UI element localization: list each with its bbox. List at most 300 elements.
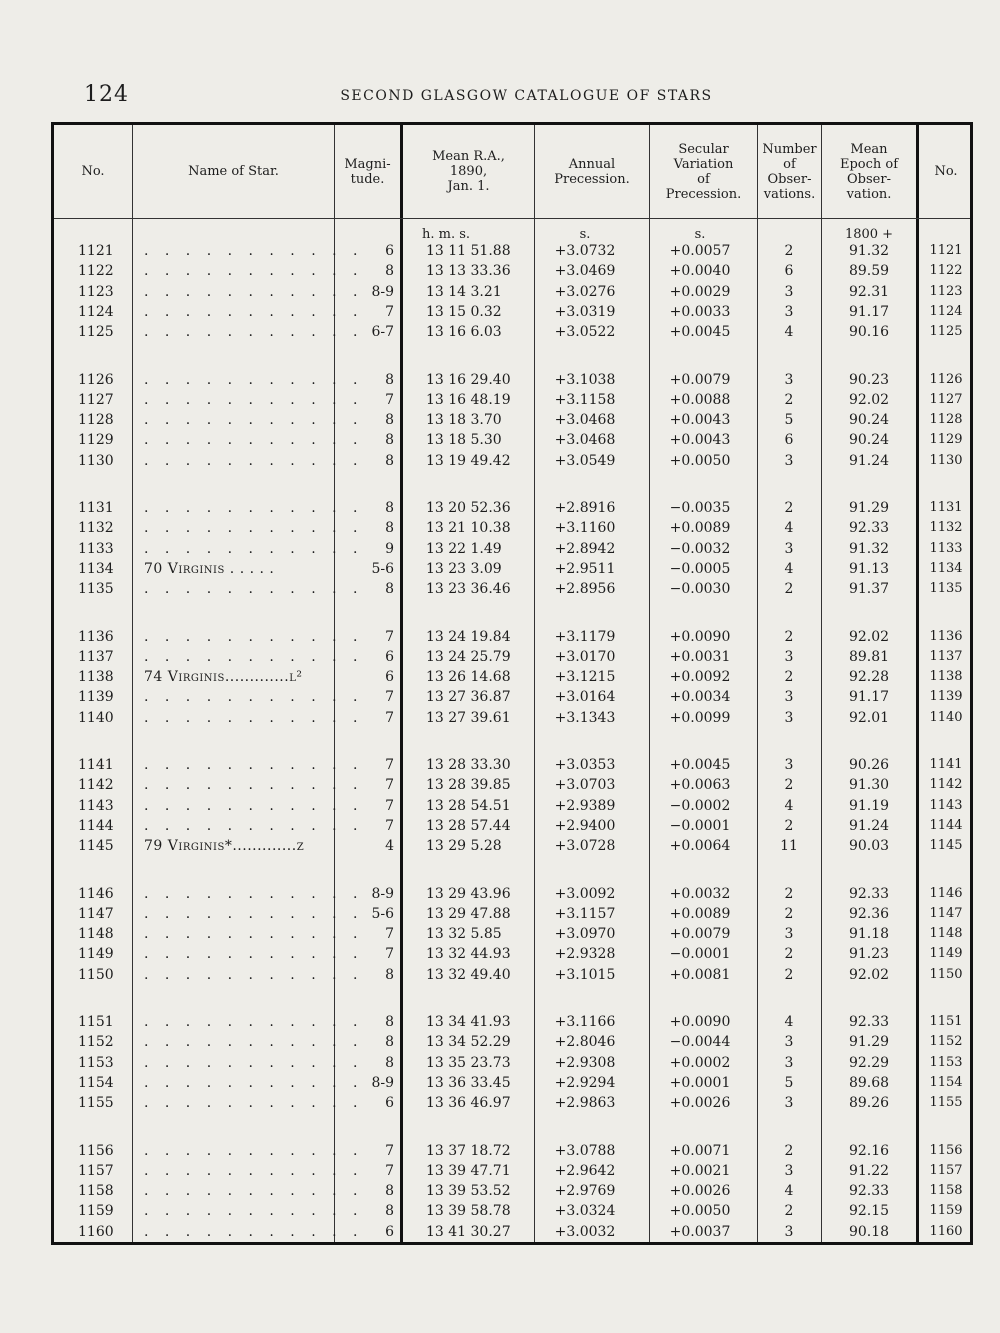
- cell-mag: 7: [385, 777, 394, 794]
- table-row: [54, 1075, 970, 1095]
- cell-epoch: 91.32: [848, 540, 890, 557]
- cell-sec: +0.0040: [669, 263, 731, 280]
- cell-ra: 13 39 53.52: [426, 1183, 511, 1200]
- cell-nobs: 5: [784, 1074, 794, 1091]
- cell-prec: +2.9400: [554, 817, 616, 834]
- cell-no2: 1153: [929, 1054, 963, 1070]
- cell-no2: 1125: [929, 324, 963, 340]
- cell-sec: +0.0033: [669, 303, 731, 320]
- cell-prec: +2.8942: [554, 540, 616, 557]
- cell-no: 1160: [78, 1223, 114, 1240]
- cell-prec: +3.0092: [554, 885, 616, 902]
- cell-no2: 1152: [929, 1034, 963, 1050]
- cell-name: . . . . . . . . . . .: [144, 817, 364, 834]
- cell-nobs: 2: [784, 1203, 794, 1220]
- cell-no2: 1157: [929, 1162, 963, 1178]
- cell-mag: 8: [385, 520, 394, 537]
- cell-mag: 7: [385, 689, 394, 706]
- table-row: [54, 392, 970, 412]
- cell-sec: +0.0089: [669, 905, 731, 922]
- table-row: [54, 818, 970, 838]
- cell-no: 1157: [78, 1162, 114, 1179]
- cell-no2: 1133: [929, 540, 963, 556]
- cell-name: . . . . . . . . . . .: [144, 520, 364, 537]
- units-ra: h. m. s.: [422, 227, 471, 242]
- cell-ra: 13 28 57.44: [426, 817, 511, 834]
- table-row: [54, 1143, 970, 1163]
- cell-name: . . . . . . . . . . .: [144, 966, 364, 983]
- cell-no: 1128: [78, 412, 114, 429]
- cell-ra: 13 26 14.68: [426, 669, 511, 686]
- cell-mag: 7: [385, 391, 394, 408]
- cell-epoch: 90.18: [848, 1223, 890, 1240]
- cell-ra: 13 41 30.27: [426, 1223, 511, 1240]
- cell-sec: −0.0005: [669, 560, 731, 577]
- cell-nobs: 2: [784, 966, 794, 983]
- cell-epoch: 92.02: [848, 966, 890, 983]
- cell-nobs: 4: [784, 1014, 794, 1030]
- cell-sec: +0.0002: [669, 1054, 731, 1071]
- cell-nobs: 3: [784, 648, 794, 665]
- cell-nobs: 2: [784, 391, 794, 408]
- cell-nobs: 3: [784, 926, 794, 943]
- cell-no: 1152: [78, 1034, 114, 1051]
- cell-prec: +2.9328: [554, 946, 616, 963]
- cell-no: 1144: [78, 817, 114, 834]
- cell-name: . . . . . . . . . . .: [144, 432, 364, 449]
- cell-name: . . . . . . . . . . .: [144, 1014, 364, 1030]
- cell-nobs: 4: [784, 324, 794, 341]
- cell-name: . . . . . . . . . . .: [144, 500, 364, 516]
- cell-name: . . . . . . . . . . .: [144, 905, 364, 922]
- cell-ra: 13 29 5.28: [426, 838, 502, 855]
- cell-name: . . . . . . . . . . .: [144, 648, 364, 665]
- cell-mag: 8: [385, 1054, 394, 1071]
- col-header-magnitude: Magni- tude.: [344, 156, 391, 187]
- cell-sec: +0.0032: [669, 885, 731, 902]
- cell-ra: 13 11 51.88: [426, 243, 511, 259]
- cell-name: . . . . . . . . . . .: [144, 371, 364, 388]
- cell-no: 1122: [78, 263, 114, 280]
- cell-prec: +2.9308: [554, 1054, 616, 1071]
- cell-nobs: 11: [780, 838, 798, 855]
- cell-epoch: 92.15: [848, 1203, 890, 1220]
- table-row: [54, 886, 970, 906]
- cell-ra: 13 27 39.61: [426, 709, 511, 726]
- cell-sec: +0.0045: [669, 757, 731, 773]
- cell-epoch: 91.29: [848, 1034, 890, 1051]
- cell-sec: +0.0037: [669, 1223, 731, 1240]
- cell-ra: 13 18 3.70: [426, 412, 502, 429]
- cell-no: 1135: [78, 581, 114, 598]
- cell-no2: 1126: [929, 371, 963, 387]
- cell-mag: 7: [385, 1142, 394, 1159]
- cell-no: 1150: [78, 966, 114, 983]
- cell-nobs: 6: [784, 263, 794, 280]
- cell-epoch: 92.33: [848, 520, 890, 537]
- cell-name: . . . . . . . . . . .: [144, 581, 364, 598]
- cell-no2: 1144: [929, 817, 963, 833]
- cell-prec: +3.0970: [554, 926, 616, 943]
- cell-ra: 13 16 29.40: [426, 371, 511, 388]
- cell-sec: +0.0050: [669, 452, 731, 469]
- cell-name: 70 Virginis . . . . .: [144, 560, 275, 577]
- cell-epoch: 90.24: [848, 432, 890, 449]
- cell-mag: 8: [385, 1203, 394, 1220]
- cell-name: . . . . . . . . . . .: [144, 885, 364, 902]
- cell-no: 1131: [78, 500, 114, 516]
- table-row: [54, 798, 970, 818]
- cell-nobs: 3: [784, 371, 794, 388]
- page-number: 124: [84, 82, 129, 107]
- cell-no2: 1150: [929, 966, 963, 982]
- table-row: [54, 412, 970, 432]
- cell-sec: −0.0001: [669, 946, 731, 963]
- cell-epoch: 92.33: [848, 1183, 890, 1200]
- cell-ra: 13 18 5.30: [426, 432, 502, 449]
- cell-no2: 1141: [929, 757, 963, 772]
- cell-mag: 7: [385, 817, 394, 834]
- table-row: [54, 629, 970, 649]
- cell-no2: 1127: [929, 391, 963, 407]
- cell-sec: +0.0031: [669, 648, 731, 665]
- table-row: [54, 946, 970, 966]
- table-row: [54, 967, 970, 987]
- cell-nobs: 2: [784, 669, 794, 686]
- cell-mag: 7: [385, 303, 394, 320]
- cell-no: 1130: [78, 452, 114, 469]
- cell-mag: 6: [385, 669, 394, 686]
- cell-name: . . . . . . . . . . .: [144, 412, 364, 429]
- cell-mag: 7: [385, 946, 394, 963]
- cell-mag: 8: [385, 452, 394, 469]
- cell-no2: 1140: [929, 709, 963, 725]
- cell-epoch: 90.16: [848, 324, 890, 341]
- cell-sec: +0.0001: [669, 1074, 731, 1091]
- cell-no2: 1130: [929, 452, 963, 468]
- cell-sec: +0.0029: [669, 283, 731, 300]
- cell-mag: 7: [385, 628, 394, 645]
- cell-nobs: 3: [784, 757, 794, 773]
- cell-prec: +2.9294: [554, 1074, 616, 1091]
- cell-mag: 8: [385, 581, 394, 598]
- cell-prec: +2.9389: [554, 797, 616, 814]
- cell-nobs: 3: [784, 303, 794, 320]
- cell-no2: 1129: [929, 432, 963, 448]
- cell-prec: +3.0164: [554, 689, 616, 706]
- table-row: [54, 906, 970, 926]
- cell-no: 1138: [78, 669, 114, 686]
- cell-no2: 1142: [929, 777, 963, 793]
- cell-name: . . . . . . . . . . .: [144, 263, 364, 280]
- cell-name: . . . . . . . . . . .: [144, 1223, 364, 1240]
- cell-ra: 13 21 10.38: [426, 520, 511, 537]
- cell-prec: +3.0319: [554, 303, 616, 320]
- cell-ra: 13 22 1.49: [426, 540, 502, 557]
- cell-epoch: 91.22: [848, 1162, 890, 1179]
- cell-sec: +0.0092: [669, 669, 731, 686]
- cell-no2: 1156: [929, 1142, 963, 1158]
- cell-sec: −0.0044: [669, 1034, 731, 1051]
- cell-ra: 13 32 49.40: [426, 966, 511, 983]
- cell-epoch: 89.81: [848, 648, 890, 665]
- cell-mag: 9: [385, 540, 394, 557]
- cell-nobs: 3: [784, 709, 794, 726]
- cell-no: 1141: [78, 757, 114, 773]
- col-header-no: No.: [81, 164, 105, 179]
- col-header-annual-precession: Annual Precession.: [554, 156, 630, 187]
- table-row: [54, 541, 970, 561]
- cell-mag: 7: [385, 757, 394, 773]
- cell-prec: +3.0170: [554, 648, 616, 665]
- cell-no2: 1155: [929, 1095, 963, 1111]
- cell-no2: 1145: [929, 838, 963, 854]
- units-precession: s.: [579, 227, 591, 242]
- cell-epoch: 91.30: [848, 777, 890, 794]
- cell-prec: +3.0728: [554, 838, 616, 855]
- cell-ra: 13 34 41.93: [426, 1014, 511, 1030]
- cell-no: 1136: [78, 628, 114, 645]
- cell-prec: +3.0324: [554, 1203, 616, 1220]
- cell-ra: 13 36 46.97: [426, 1095, 511, 1112]
- cell-name: . . . . . . . . . . .: [144, 709, 364, 726]
- cell-prec: +3.1160: [554, 520, 616, 537]
- cell-no2: 1146: [929, 885, 963, 901]
- cell-prec: +3.1158: [554, 391, 616, 408]
- cell-nobs: 2: [784, 817, 794, 834]
- table-row: [54, 777, 970, 797]
- cell-name: . . . . . . . . . . .: [144, 797, 364, 814]
- cell-name: . . . . . . . . . . .: [144, 1034, 364, 1051]
- cell-mag: 7: [385, 926, 394, 943]
- cell-nobs: 3: [784, 1223, 794, 1240]
- cell-epoch: 91.37: [848, 581, 890, 598]
- cell-nobs: 2: [784, 777, 794, 794]
- cell-name: . . . . . . . . . . .: [144, 1054, 364, 1071]
- cell-epoch: 92.36: [848, 905, 890, 922]
- cell-no2: 1134: [929, 560, 963, 576]
- table-row: [54, 432, 970, 452]
- cell-sec: +0.0089: [669, 520, 731, 537]
- cell-no: 1134: [78, 560, 114, 577]
- cell-epoch: 91.18: [848, 926, 890, 943]
- cell-no2: 1149: [929, 946, 963, 962]
- cell-sec: +0.0043: [669, 412, 731, 429]
- cell-no: 1121: [78, 243, 114, 259]
- cell-no2: 1148: [929, 926, 963, 942]
- cell-no: 1148: [78, 926, 114, 943]
- cell-nobs: 4: [784, 1183, 794, 1200]
- header-rule: [54, 218, 970, 219]
- cell-name: 79 Virginis*.............ζ: [144, 838, 305, 855]
- cell-no: 1124: [78, 303, 114, 320]
- cell-sec: +0.0090: [669, 1014, 731, 1030]
- cell-no2: 1135: [929, 581, 963, 597]
- cell-ra: 13 37 18.72: [426, 1142, 511, 1159]
- table-row: [54, 838, 970, 858]
- cell-epoch: 91.24: [848, 452, 890, 469]
- cell-sec: −0.0001: [669, 817, 731, 834]
- cell-nobs: 6: [784, 432, 794, 449]
- cell-epoch: 92.02: [848, 628, 890, 645]
- col-header-mean-epoch: Mean Epoch of Obser- vation.: [839, 141, 899, 202]
- cell-epoch: 91.24: [848, 817, 890, 834]
- cell-mag: 6: [385, 243, 394, 259]
- cell-ra: 13 15 0.32: [426, 303, 502, 320]
- cell-prec: +3.1166: [554, 1014, 616, 1030]
- cell-nobs: 2: [784, 581, 794, 598]
- cell-epoch: 92.01: [848, 709, 890, 726]
- cell-sec: −0.0035: [669, 500, 731, 516]
- cell-ra: 13 16 48.19: [426, 391, 511, 408]
- cell-name: . . . . . . . . . . .: [144, 1183, 364, 1200]
- cell-mag: 8: [385, 412, 394, 429]
- cell-no2: 1121: [929, 243, 963, 258]
- cell-mag: 7: [385, 797, 394, 814]
- cell-no2: 1137: [929, 648, 963, 664]
- units-secular: s.: [694, 227, 706, 242]
- table-row: [54, 243, 970, 263]
- cell-epoch: 92.29: [848, 1054, 890, 1071]
- cell-name: . . . . . . . . . . .: [144, 391, 364, 408]
- cell-no: 1151: [78, 1014, 114, 1030]
- cell-sec: +0.0026: [669, 1183, 731, 1200]
- cell-nobs: 2: [784, 628, 794, 645]
- table-row: [54, 710, 970, 730]
- cell-prec: +3.1215: [554, 669, 616, 686]
- cell-name: . . . . . . . . . . .: [144, 1095, 364, 1112]
- cell-ra: 13 39 58.78: [426, 1203, 511, 1220]
- cell-no: 1154: [78, 1074, 114, 1091]
- cell-no: 1149: [78, 946, 114, 963]
- cell-ra: 13 39 47.71: [426, 1162, 511, 1179]
- cell-name: . . . . . . . . . . .: [144, 1074, 364, 1091]
- cell-epoch: 89.59: [848, 263, 890, 280]
- cell-nobs: 2: [784, 243, 794, 259]
- cell-no: 1129: [78, 432, 114, 449]
- cell-sec: +0.0021: [669, 1162, 731, 1179]
- cell-no: 1139: [78, 689, 114, 706]
- cell-no: 1133: [78, 540, 114, 557]
- cell-nobs: 4: [784, 560, 794, 577]
- col-header-secular-variation: Secular Variation of Precession.: [665, 141, 742, 202]
- cell-name: . . . . . . . . . . .: [144, 452, 364, 469]
- cell-prec: +2.8046: [554, 1034, 616, 1051]
- cell-ra: 13 13 33.36: [426, 263, 511, 280]
- cell-no2: 1136: [929, 628, 963, 644]
- table-row: [54, 1183, 970, 1203]
- cell-no: 1146: [78, 885, 114, 902]
- cell-nobs: 3: [784, 540, 794, 557]
- cell-mag: 7: [385, 1162, 394, 1179]
- cell-ra: 13 35 23.73: [426, 1054, 511, 1071]
- cell-ra: 13 19 49.42: [426, 452, 511, 469]
- cell-mag: 8: [385, 500, 394, 516]
- cell-epoch: 91.17: [848, 303, 890, 320]
- cell-no: 1142: [78, 777, 114, 794]
- col-header-mean-ra: Mean R.A., 1890, Jan. 1.: [432, 149, 505, 194]
- cell-mag: 8: [385, 1014, 394, 1030]
- cell-prec: +3.0703: [554, 777, 616, 794]
- cell-nobs: 3: [784, 452, 794, 469]
- table-row: [54, 520, 970, 540]
- cell-sec: +0.0050: [669, 1203, 731, 1220]
- cell-prec: +3.1343: [554, 709, 616, 726]
- cell-ra: 13 24 19.84: [426, 628, 511, 645]
- cell-epoch: 91.32: [848, 243, 890, 259]
- cell-nobs: 2: [784, 905, 794, 922]
- cell-prec: +3.1038: [554, 371, 616, 388]
- cell-name: . . . . . . . . . . .: [144, 283, 364, 300]
- cell-prec: +2.9769: [554, 1183, 616, 1200]
- cell-name: 74 Virginis.............l²: [144, 669, 303, 686]
- cell-name: . . . . . . . . . . .: [144, 757, 364, 773]
- cell-mag: 8-9: [371, 1074, 394, 1091]
- cell-epoch: 91.29: [848, 500, 890, 516]
- table-row: [54, 1163, 970, 1183]
- table-row: [54, 284, 970, 304]
- table-row: [54, 1203, 970, 1223]
- cell-prec: +3.0276: [554, 283, 616, 300]
- cell-sec: +0.0090: [669, 628, 731, 645]
- table-row: [54, 561, 970, 581]
- cell-nobs: 2: [784, 1142, 794, 1159]
- cell-name: . . . . . . . . . . .: [144, 324, 364, 341]
- cell-mag: 6: [385, 1095, 394, 1112]
- cell-ra: 13 23 36.46: [426, 581, 511, 598]
- cell-no: 1132: [78, 520, 114, 537]
- cell-epoch: 90.23: [848, 371, 890, 388]
- cell-epoch: 90.26: [848, 757, 890, 773]
- cell-no: 1159: [78, 1203, 114, 1220]
- cell-epoch: 91.13: [848, 560, 890, 577]
- cell-sec: +0.0088: [669, 391, 731, 408]
- table-row: [54, 1095, 970, 1115]
- table-row: [54, 372, 970, 392]
- cell-no: 1127: [78, 391, 114, 408]
- cell-no2: 1128: [929, 412, 963, 428]
- cell-no2: 1132: [929, 520, 963, 536]
- cell-ra: 13 28 33.30: [426, 757, 511, 773]
- cell-sec: −0.0032: [669, 540, 731, 557]
- cell-prec: +2.9642: [554, 1162, 616, 1179]
- cell-mag: 6: [385, 1223, 394, 1240]
- table-row: [54, 1034, 970, 1054]
- cell-no: 1155: [78, 1095, 114, 1112]
- cell-mag: 5-6: [371, 560, 394, 577]
- cell-nobs: 3: [784, 1034, 794, 1051]
- cell-ra: 13 20 52.36: [426, 500, 511, 516]
- cell-epoch: 92.33: [848, 885, 890, 902]
- cell-nobs: 3: [784, 1162, 794, 1179]
- cell-prec: +3.1179: [554, 628, 616, 645]
- table-row: [54, 757, 970, 777]
- cell-sec: +0.0079: [669, 926, 731, 943]
- cell-no: 1156: [78, 1142, 114, 1159]
- cell-no2: 1131: [929, 500, 963, 515]
- cell-mag: 8: [385, 1034, 394, 1051]
- cell-nobs: 2: [784, 500, 794, 516]
- cell-prec: +3.0788: [554, 1142, 616, 1159]
- cell-name: . . . . . . . . . . .: [144, 946, 364, 963]
- cell-no2: 1158: [929, 1183, 963, 1199]
- cell-name: . . . . . . . . . . .: [144, 1142, 364, 1159]
- cell-mag: 8-9: [371, 885, 394, 902]
- cell-prec: +3.0732: [554, 243, 616, 259]
- col-header-name: Name of Star.: [188, 164, 279, 179]
- cell-epoch: 92.16: [848, 1142, 890, 1159]
- cell-ra: 13 14 3.21: [426, 283, 502, 300]
